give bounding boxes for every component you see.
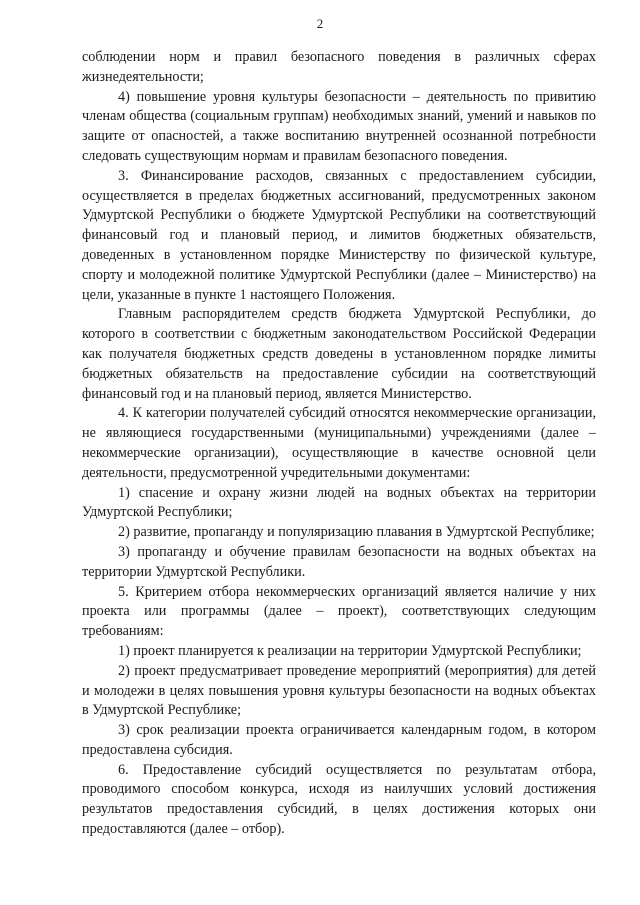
paragraph: 6. Предоставление субсидий осуществляется по результатам отбора, проводимого способом конкурса, исходя из наилучших условий достижения результатов предоставления субсидий, в целях достижения которых они предоставляются (далее – отбор). <box>82 761 596 838</box>
list-item: 3) срок реализации проекта ограничивается календарным годом, в котором предоставлена субсидия. <box>82 722 596 758</box>
paragraph: 4. К категории получателей субсидий относятся некоммерческие организации, не являющиеся государственными (муниципальными) учреждениями (далее – некоммерческие организации), осуществляющие в качестве основной цели деятельности, предусмотренной учредительными документами: <box>82 405 596 481</box>
list-item: 1) спасение и охрану жизни людей на водных объектах на территории Удмуртской Республики; <box>82 484 596 521</box>
paragraph: 5. Критерием отбора некоммерческих организаций является наличие у них проекта или программы (далее – проект), соответствующих следующим требованиям: <box>82 583 596 640</box>
list-item: 2) развитие, пропаганду и популяризацию плавания в Удмуртской Республике; <box>118 524 595 541</box>
page-number: 2 <box>316 16 324 31</box>
paragraph: соблюдении норм и правил безопасного поведения в различных сферах жизнедеятельности; <box>82 49 596 85</box>
list-item: 3) пропаганду и обучение правилам безопасности на водных объектах на территории Удмуртской Республики. <box>82 543 596 580</box>
list-item: 1) проект планируется к реализации на территории Удмуртской Республики; <box>118 642 582 659</box>
document-body <box>82 48 596 840</box>
paragraph: 3. Финансирование расходов, связанных с предоставлением субсидии, осуществляется в пределах бюджетных ассигнований, предусмотренных законом Удмуртской Республики о бюджете Удмуртской Республики на соответствующий финансовый год и плановый период, и лимитов бюджетных обязательств, доведенных в установленном порядке Министерству по физической культуре, спорту и молодежной политике Удмуртской Республики (далее – Министерство) на цели, указанные в пункте 1 настоящего Положения. <box>82 167 596 303</box>
paragraph: 4) повышение уровня культуры безопасности – деятельность по привитию членам общества (социальным группам) необходимых знаний, умений и навыков по защите от опасностей, а также воспитанию внутренней осознанной потребности следовать существующим нормам и правилам безопасного поведения. <box>82 88 596 164</box>
paragraph: Главным распорядителем средств бюджета Удмуртской Республики, до которого в соответствии с бюджетным законодательством Российской Федерации как получателя бюджетных средств доведены в установленном порядке лимиты бюджетных обязательств на предоставление субсидии на соответствующий финансовый год и на плановый период, является Министерство. <box>82 306 596 402</box>
list-item: 2) проект предусматривает проведение мероприятий (мероприятия) для детей и молодежи в целях повышения уровня культуры безопасности на водных объектах в Удмуртской Республике; <box>82 662 596 719</box>
